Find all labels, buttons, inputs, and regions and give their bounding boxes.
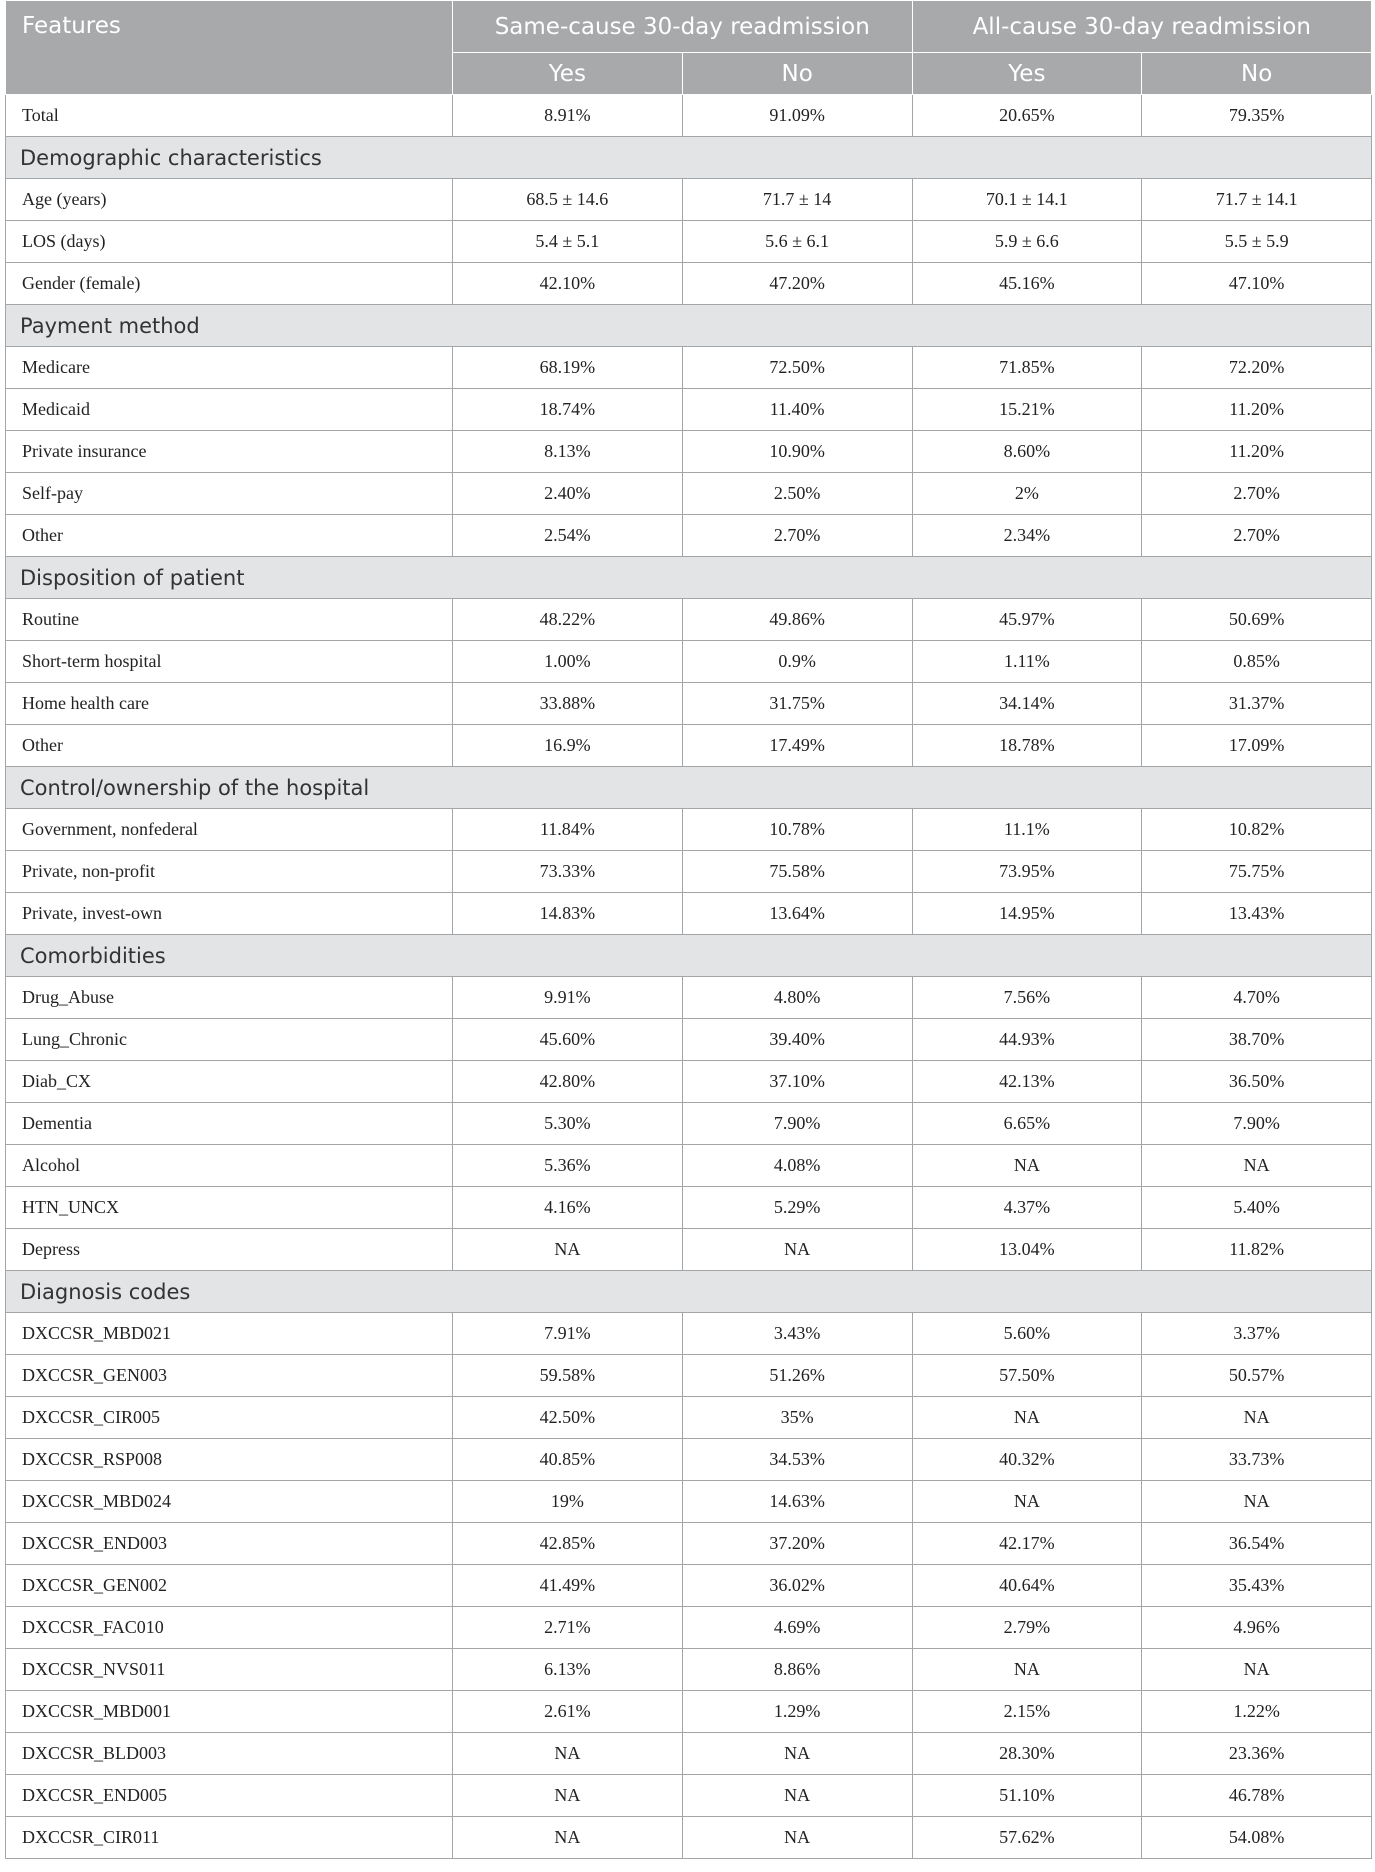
all-cause-yes-cell: 51.10% — [912, 1775, 1142, 1817]
all-cause-no-cell: 71.7 ± 14.1 — [1142, 179, 1372, 221]
same-cause-no-cell: 4.80% — [682, 977, 912, 1019]
row-label: HTN_UNCX — [6, 1187, 453, 1229]
all-cause-yes-cell: 18.78% — [912, 725, 1142, 767]
section-title: Control/ownership of the hospital — [6, 767, 1372, 809]
row-label: DXCCSR_MBD001 — [6, 1691, 453, 1733]
same-cause-yes-cell: 16.9% — [453, 725, 683, 767]
table-row — [6, 1481, 1372, 1523]
same-cause-yes-cell: 45.60% — [453, 1019, 683, 1061]
all-cause-yes-header: Yes — [912, 53, 1142, 95]
all-cause-yes-cell: 14.95% — [912, 893, 1142, 935]
all-cause-no-cell: 75.75% — [1142, 851, 1372, 893]
table-row — [6, 263, 1372, 305]
all-cause-yes-cell: NA — [912, 1481, 1142, 1523]
all-cause-yes-cell: 2% — [912, 473, 1142, 515]
same-cause-yes-cell: 40.85% — [453, 1439, 683, 1481]
all-cause-no-cell: 31.37% — [1142, 683, 1372, 725]
section-header-row — [6, 767, 1372, 809]
row-label: DXCCSR_RSP008 — [6, 1439, 453, 1481]
same-cause-no-cell: 2.70% — [682, 515, 912, 557]
all-cause-yes-cell: 40.32% — [912, 1439, 1142, 1481]
all-cause-yes-cell: 5.60% — [912, 1313, 1142, 1355]
same-cause-yes-cell: 42.80% — [453, 1061, 683, 1103]
all-cause-yes-cell: 42.17% — [912, 1523, 1142, 1565]
all-cause-no-cell: 23.36% — [1142, 1733, 1372, 1775]
row-label: Other — [6, 725, 453, 767]
row-label: Medicaid — [6, 389, 453, 431]
all-cause-yes-cell: 13.04% — [912, 1229, 1142, 1271]
table-row — [6, 1145, 1372, 1187]
all-cause-no-cell: 2.70% — [1142, 473, 1372, 515]
all-cause-no-cell: 13.43% — [1142, 893, 1372, 935]
same-cause-yes-cell: 42.50% — [453, 1397, 683, 1439]
all-cause-yes-cell: 11.1% — [912, 809, 1142, 851]
same-cause-no-cell: 91.09% — [682, 95, 912, 137]
same-cause-no-cell: 1.29% — [682, 1691, 912, 1733]
same-cause-no-cell: 3.43% — [682, 1313, 912, 1355]
all-cause-yes-cell: 1.11% — [912, 641, 1142, 683]
table-row — [6, 431, 1372, 473]
row-label: DXCCSR_GEN002 — [6, 1565, 453, 1607]
table-row — [6, 893, 1372, 935]
section-title: Diagnosis codes — [6, 1271, 1372, 1313]
table-row — [6, 851, 1372, 893]
all-cause-no-cell: 38.70% — [1142, 1019, 1372, 1061]
all-cause-no-cell: 10.82% — [1142, 809, 1372, 851]
section-title: Comorbidities — [6, 935, 1372, 977]
table-row — [6, 683, 1372, 725]
same-cause-no-cell: 51.26% — [682, 1355, 912, 1397]
same-cause-no-cell: 71.7 ± 14 — [682, 179, 912, 221]
same-cause-yes-cell: 5.4 ± 5.1 — [453, 221, 683, 263]
row-label: Lung_Chronic — [6, 1019, 453, 1061]
all-cause-yes-cell: 2.79% — [912, 1607, 1142, 1649]
same-cause-yes-cell: 8.91% — [453, 95, 683, 137]
same-cause-no-cell: 72.50% — [682, 347, 912, 389]
section-header-row — [6, 557, 1372, 599]
all-cause-no-cell: 2.70% — [1142, 515, 1372, 557]
all-cause-yes-cell: NA — [912, 1397, 1142, 1439]
table-row — [6, 599, 1372, 641]
same-cause-no-cell: 4.08% — [682, 1145, 912, 1187]
same-cause-yes-cell: 19% — [453, 1481, 683, 1523]
table-row — [6, 1817, 1372, 1859]
all-cause-yes-cell: 8.60% — [912, 431, 1142, 473]
table-body — [6, 95, 1372, 1859]
all-cause-group-header: All-cause 30-day readmission — [912, 1, 1372, 53]
row-label: Home health care — [6, 683, 453, 725]
all-cause-no-cell: 47.10% — [1142, 263, 1372, 305]
row-label: Self-pay — [6, 473, 453, 515]
table-row — [6, 641, 1372, 683]
same-cause-yes-cell: 4.16% — [453, 1187, 683, 1229]
row-label: DXCCSR_BLD003 — [6, 1733, 453, 1775]
same-cause-yes-cell: 8.13% — [453, 431, 683, 473]
all-cause-no-cell: NA — [1142, 1481, 1372, 1523]
all-cause-no-cell: 7.90% — [1142, 1103, 1372, 1145]
all-cause-no-cell: NA — [1142, 1145, 1372, 1187]
same-cause-no-header: No — [682, 53, 912, 95]
table-row — [6, 1061, 1372, 1103]
table-row — [6, 1439, 1372, 1481]
row-label: Gender (female) — [6, 263, 453, 305]
same-cause-yes-cell: 42.10% — [453, 263, 683, 305]
same-cause-yes-cell: 5.36% — [453, 1145, 683, 1187]
row-label: Total — [6, 95, 453, 137]
row-label: Other — [6, 515, 453, 557]
table-row — [6, 347, 1372, 389]
features-column-header: Features — [6, 1, 453, 95]
all-cause-no-cell: 4.70% — [1142, 977, 1372, 1019]
row-label: DXCCSR_END003 — [6, 1523, 453, 1565]
same-cause-yes-cell: NA — [453, 1817, 683, 1859]
row-label: Alcohol — [6, 1145, 453, 1187]
all-cause-yes-cell: 34.14% — [912, 683, 1142, 725]
all-cause-yes-cell: 20.65% — [912, 95, 1142, 137]
all-cause-no-cell: 72.20% — [1142, 347, 1372, 389]
same-cause-no-cell: 5.6 ± 6.1 — [682, 221, 912, 263]
all-cause-no-cell: 11.82% — [1142, 1229, 1372, 1271]
same-cause-yes-cell: 9.91% — [453, 977, 683, 1019]
row-label: Private, invest-own — [6, 893, 453, 935]
row-label: Depress — [6, 1229, 453, 1271]
all-cause-no-cell: 11.20% — [1142, 389, 1372, 431]
same-cause-yes-cell: 59.58% — [453, 1355, 683, 1397]
same-cause-yes-cell: 68.5 ± 14.6 — [453, 179, 683, 221]
row-label: Routine — [6, 599, 453, 641]
all-cause-yes-cell: 6.65% — [912, 1103, 1142, 1145]
all-cause-no-cell: 79.35% — [1142, 95, 1372, 137]
all-cause-yes-cell: 42.13% — [912, 1061, 1142, 1103]
all-cause-no-cell: 11.20% — [1142, 431, 1372, 473]
same-cause-yes-cell: 11.84% — [453, 809, 683, 851]
row-label: DXCCSR_END005 — [6, 1775, 453, 1817]
same-cause-no-cell: 10.78% — [682, 809, 912, 851]
table-header — [6, 1, 1372, 95]
all-cause-yes-cell: 2.34% — [912, 515, 1142, 557]
same-cause-yes-header: Yes — [453, 53, 683, 95]
all-cause-no-cell: 36.50% — [1142, 1061, 1372, 1103]
same-cause-no-cell: 17.49% — [682, 725, 912, 767]
all-cause-no-cell: 46.78% — [1142, 1775, 1372, 1817]
same-cause-no-cell: 7.90% — [682, 1103, 912, 1145]
same-cause-no-cell: NA — [682, 1775, 912, 1817]
same-cause-group-header: Same-cause 30-day readmission — [453, 1, 913, 53]
table-row — [6, 95, 1372, 137]
table-row — [6, 1691, 1372, 1733]
table-row — [6, 389, 1372, 431]
same-cause-yes-cell: 33.88% — [453, 683, 683, 725]
same-cause-yes-cell: 2.61% — [453, 1691, 683, 1733]
readmission-features-table — [5, 0, 1372, 1859]
same-cause-yes-cell: NA — [453, 1229, 683, 1271]
same-cause-no-cell: NA — [682, 1229, 912, 1271]
section-title: Disposition of patient — [6, 557, 1372, 599]
all-cause-yes-cell: NA — [912, 1145, 1142, 1187]
same-cause-no-cell: 0.9% — [682, 641, 912, 683]
same-cause-yes-cell: 42.85% — [453, 1523, 683, 1565]
table-row — [6, 725, 1372, 767]
row-label: Government, nonfederal — [6, 809, 453, 851]
table-row — [6, 1397, 1372, 1439]
row-label: DXCCSR_FAC010 — [6, 1607, 453, 1649]
same-cause-no-cell: 35% — [682, 1397, 912, 1439]
row-label: DXCCSR_MBD021 — [6, 1313, 453, 1355]
row-label: DXCCSR_CIR011 — [6, 1817, 453, 1859]
section-header-row — [6, 137, 1372, 179]
all-cause-no-cell: NA — [1142, 1397, 1372, 1439]
all-cause-yes-cell: 28.30% — [912, 1733, 1142, 1775]
row-label: LOS (days) — [6, 221, 453, 263]
section-header-row — [6, 935, 1372, 977]
table-row — [6, 1649, 1372, 1691]
all-cause-yes-cell: 71.85% — [912, 347, 1142, 389]
same-cause-yes-cell: 6.13% — [453, 1649, 683, 1691]
all-cause-yes-cell: 5.9 ± 6.6 — [912, 221, 1142, 263]
table-row — [6, 179, 1372, 221]
same-cause-no-cell: 75.58% — [682, 851, 912, 893]
all-cause-no-cell: 33.73% — [1142, 1439, 1372, 1481]
same-cause-no-cell: 5.29% — [682, 1187, 912, 1229]
same-cause-no-cell: 14.63% — [682, 1481, 912, 1523]
same-cause-no-cell: NA — [682, 1733, 912, 1775]
same-cause-no-cell: 37.20% — [682, 1523, 912, 1565]
all-cause-yes-cell: 70.1 ± 14.1 — [912, 179, 1142, 221]
section-title: Demographic characteristics — [6, 137, 1372, 179]
all-cause-no-cell: 0.85% — [1142, 641, 1372, 683]
same-cause-yes-cell: 41.49% — [453, 1565, 683, 1607]
table-row — [6, 1355, 1372, 1397]
table-row — [6, 1229, 1372, 1271]
all-cause-no-cell: 35.43% — [1142, 1565, 1372, 1607]
same-cause-no-cell: 47.20% — [682, 263, 912, 305]
row-label: Medicare — [6, 347, 453, 389]
section-title: Payment method — [6, 305, 1372, 347]
table-row — [6, 1523, 1372, 1565]
same-cause-no-cell: NA — [682, 1817, 912, 1859]
same-cause-yes-cell: 18.74% — [453, 389, 683, 431]
row-label: Diab_CX — [6, 1061, 453, 1103]
same-cause-yes-cell: 2.71% — [453, 1607, 683, 1649]
all-cause-yes-cell: 4.37% — [912, 1187, 1142, 1229]
row-label: DXCCSR_NVS011 — [6, 1649, 453, 1691]
same-cause-yes-cell: 14.83% — [453, 893, 683, 935]
all-cause-no-cell: 54.08% — [1142, 1817, 1372, 1859]
table-row — [6, 977, 1372, 1019]
table-row — [6, 473, 1372, 515]
same-cause-no-cell: 10.90% — [682, 431, 912, 473]
table-row — [6, 809, 1372, 851]
all-cause-yes-cell: 45.97% — [912, 599, 1142, 641]
all-cause-yes-cell: 45.16% — [912, 263, 1142, 305]
same-cause-no-cell: 39.40% — [682, 1019, 912, 1061]
same-cause-yes-cell: 48.22% — [453, 599, 683, 641]
all-cause-yes-cell: 57.62% — [912, 1817, 1142, 1859]
all-cause-yes-cell: NA — [912, 1649, 1142, 1691]
all-cause-no-cell: 1.22% — [1142, 1691, 1372, 1733]
table-row — [6, 1019, 1372, 1061]
table-row — [6, 1733, 1372, 1775]
table-row — [6, 1187, 1372, 1229]
same-cause-no-cell: 13.64% — [682, 893, 912, 935]
all-cause-no-cell: 5.40% — [1142, 1187, 1372, 1229]
table-row — [6, 515, 1372, 557]
all-cause-no-cell: 50.69% — [1142, 599, 1372, 641]
section-header-row — [6, 1271, 1372, 1313]
all-cause-no-cell: 50.57% — [1142, 1355, 1372, 1397]
all-cause-yes-cell: 44.93% — [912, 1019, 1142, 1061]
row-label: DXCCSR_CIR005 — [6, 1397, 453, 1439]
table-row — [6, 221, 1372, 263]
all-cause-no-cell: NA — [1142, 1649, 1372, 1691]
same-cause-no-cell: 2.50% — [682, 473, 912, 515]
row-label: Short-term hospital — [6, 641, 453, 683]
row-label: DXCCSR_GEN003 — [6, 1355, 453, 1397]
same-cause-yes-cell: 5.30% — [453, 1103, 683, 1145]
same-cause-yes-cell: NA — [453, 1733, 683, 1775]
same-cause-yes-cell: 68.19% — [453, 347, 683, 389]
section-header-row — [6, 305, 1372, 347]
row-label: Age (years) — [6, 179, 453, 221]
same-cause-yes-cell: NA — [453, 1775, 683, 1817]
all-cause-no-cell: 3.37% — [1142, 1313, 1372, 1355]
same-cause-no-cell: 11.40% — [682, 389, 912, 431]
same-cause-no-cell: 34.53% — [682, 1439, 912, 1481]
row-label: Private, non-profit — [6, 851, 453, 893]
all-cause-yes-cell: 2.15% — [912, 1691, 1142, 1733]
all-cause-yes-cell: 7.56% — [912, 977, 1142, 1019]
same-cause-no-cell: 31.75% — [682, 683, 912, 725]
all-cause-no-cell: 4.96% — [1142, 1607, 1372, 1649]
all-cause-no-header: No — [1142, 53, 1372, 95]
same-cause-no-cell: 49.86% — [682, 599, 912, 641]
table-row — [6, 1103, 1372, 1145]
table-row — [6, 1775, 1372, 1817]
all-cause-no-cell: 5.5 ± 5.9 — [1142, 221, 1372, 263]
same-cause-yes-cell: 7.91% — [453, 1313, 683, 1355]
same-cause-yes-cell: 1.00% — [453, 641, 683, 683]
same-cause-no-cell: 8.86% — [682, 1649, 912, 1691]
all-cause-no-cell: 17.09% — [1142, 725, 1372, 767]
same-cause-no-cell: 37.10% — [682, 1061, 912, 1103]
all-cause-yes-cell: 73.95% — [912, 851, 1142, 893]
table-row — [6, 1607, 1372, 1649]
all-cause-no-cell: 36.54% — [1142, 1523, 1372, 1565]
all-cause-yes-cell: 40.64% — [912, 1565, 1142, 1607]
table-row — [6, 1313, 1372, 1355]
table-row — [6, 1565, 1372, 1607]
row-label: Private insurance — [6, 431, 453, 473]
same-cause-yes-cell: 2.54% — [453, 515, 683, 557]
all-cause-yes-cell: 15.21% — [912, 389, 1142, 431]
same-cause-yes-cell: 2.40% — [453, 473, 683, 515]
row-label: Drug_Abuse — [6, 977, 453, 1019]
all-cause-yes-cell: 57.50% — [912, 1355, 1142, 1397]
row-label: DXCCSR_MBD024 — [6, 1481, 453, 1523]
row-label: Dementia — [6, 1103, 453, 1145]
same-cause-no-cell: 36.02% — [682, 1565, 912, 1607]
same-cause-yes-cell: 73.33% — [453, 851, 683, 893]
same-cause-no-cell: 4.69% — [682, 1607, 912, 1649]
